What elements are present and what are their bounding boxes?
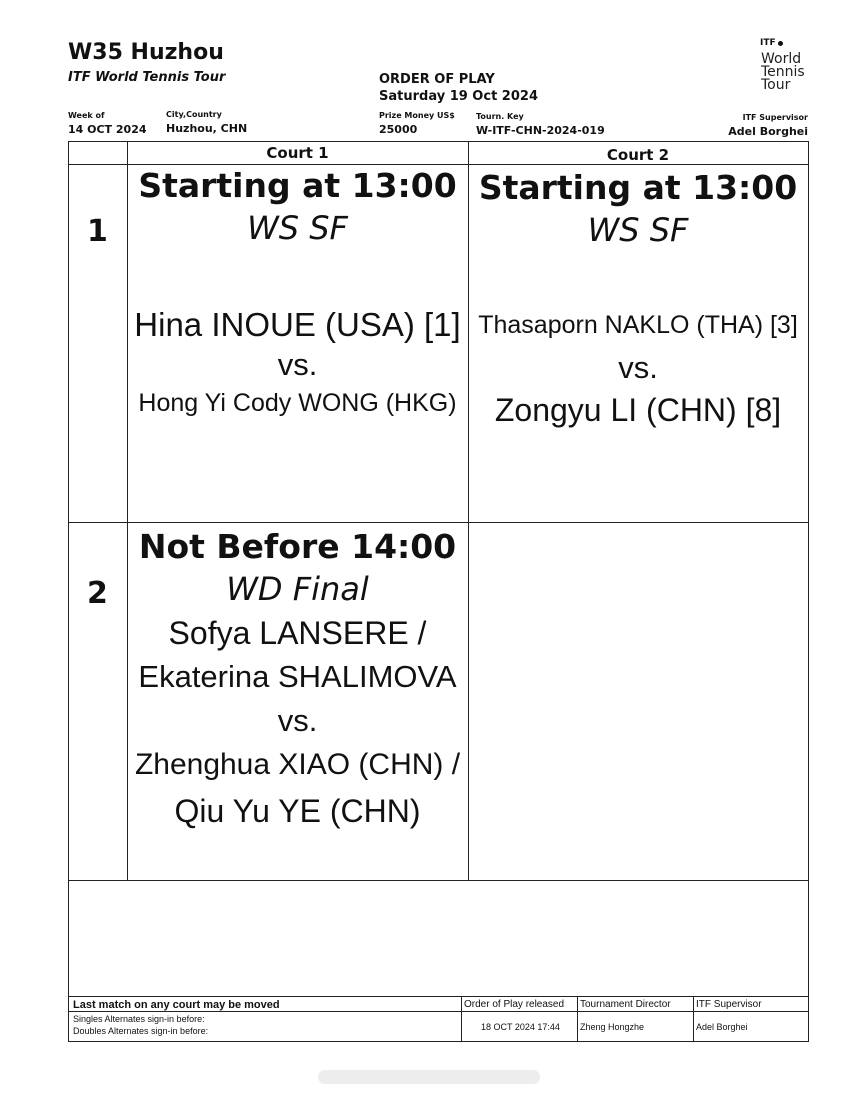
tournament-title: W35 Huzhou	[68, 40, 224, 65]
doubles-alternates-label: Doubles Alternates sign-in before:	[73, 1026, 209, 1036]
match-event: WS SF	[247, 209, 348, 247]
match-time: Starting at 13:00	[478, 168, 798, 207]
world-tennis-tour-logo	[760, 38, 820, 96]
prize-label: Prize Money US$	[379, 111, 455, 120]
match-r1-court1	[127, 166, 468, 420]
grid-header-divider	[68, 164, 809, 165]
team-1-player-b: Ekaterina SHALIMOVA	[138, 659, 457, 694]
itf-logo-mark: ITF	[760, 38, 776, 48]
match-event: WD Final	[226, 570, 369, 608]
footer-divider-3	[693, 996, 694, 1041]
tour-subtitle: ITF World Tennis Tour	[68, 70, 226, 85]
match-r1-court2	[468, 168, 808, 430]
order-of-play-title: ORDER OF PLAY	[379, 72, 495, 87]
supervisor-label: ITF Supervisor	[742, 113, 808, 122]
match-time: Not Before 14:00	[138, 527, 457, 566]
court-2-header: Court 2	[606, 146, 670, 164]
grid-left-border	[68, 141, 69, 1041]
player-2: Hong Yi Cody WONG (HKG)	[138, 389, 457, 417]
order-of-play-date: Saturday 19 Oct 2024	[379, 89, 538, 104]
tourn-key-value: W-ITF-CHN-2024-019	[476, 124, 605, 137]
grid-footer-divider	[68, 996, 809, 997]
team-2-player-b: Qiu Yu YE (CHN)	[174, 793, 421, 829]
grid-row2-divider	[68, 880, 809, 881]
logo-dot-icon	[778, 41, 783, 46]
footer-divider-1	[461, 996, 462, 1041]
grid-right-border	[808, 141, 809, 1041]
last-match-notice: Last match on any court may be moved	[73, 999, 280, 1011]
director-label: Tournament Director	[580, 999, 671, 1010]
singles-alternates-label: Singles Alternates sign-in before:	[73, 1014, 205, 1024]
supervisor-value: Adel Borghei	[728, 125, 808, 138]
director-value: Zheng Hongzhe	[580, 1022, 645, 1032]
footer-row-divider	[68, 1011, 809, 1012]
round-2-number: 2	[87, 576, 108, 611]
match-time: Starting at 13:00	[138, 166, 457, 205]
footer-divider-2	[577, 996, 578, 1041]
week-value: 14 OCT 2024	[68, 123, 147, 136]
prize-value: 25000	[379, 123, 418, 136]
grid-row1-divider	[68, 522, 809, 523]
team-1-player-a: Sofya LANSERE /	[168, 615, 427, 651]
match-r2-court1	[127, 527, 468, 835]
player-2: Zongyu LI (CHN) [8]	[494, 392, 782, 428]
vs-label: vs.	[277, 347, 318, 382]
logo-line-tennis: Tennis	[761, 64, 805, 80]
logo-line-tour: Tour	[761, 77, 791, 93]
footer-supervisor-label: ITF Supervisor	[696, 999, 762, 1010]
footer-supervisor-value: Adel Borghei	[696, 1022, 748, 1032]
player-1: Thasaporn NAKLO (THA) [3]	[478, 311, 798, 339]
released-value: 18 OCT 2024 17:44	[481, 1022, 560, 1032]
logo-line-world: World	[761, 51, 802, 67]
court-1-header: Court 1	[266, 144, 329, 162]
watermark-smudge	[318, 1070, 540, 1084]
city-label: City,Country	[166, 110, 222, 119]
grid-bottom-border	[68, 1041, 809, 1042]
vs-label: vs.	[618, 350, 658, 385]
round-1-number: 1	[87, 214, 108, 249]
vs-label: vs.	[277, 703, 318, 738]
week-label: Week of	[68, 111, 105, 120]
match-event: WS SF	[587, 211, 689, 249]
tourn-key-label: Tourn. Key	[476, 112, 524, 121]
city-value: Huzhou, CHN	[166, 122, 248, 135]
player-1: Hina INOUE (USA) [1]	[134, 306, 461, 343]
grid-top-border	[68, 141, 809, 142]
team-2-player-a: Zhenghua XIAO (CHN) /	[134, 748, 461, 781]
released-label: Order of Play released	[464, 999, 565, 1010]
